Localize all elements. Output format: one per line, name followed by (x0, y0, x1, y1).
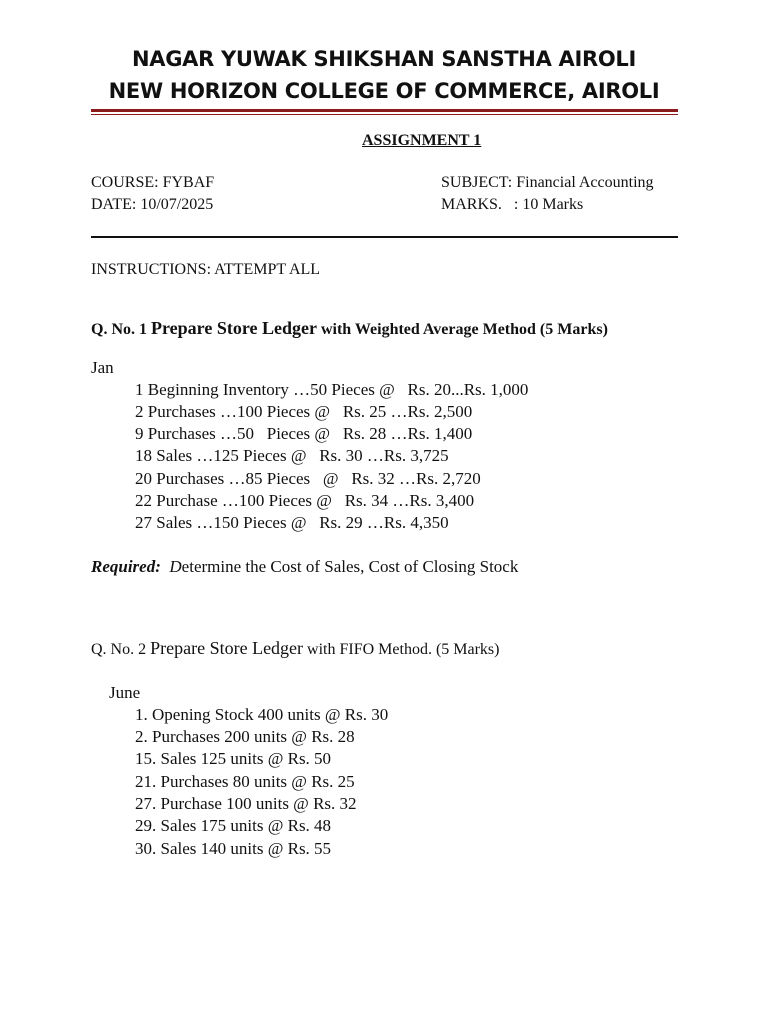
q2-item: 30. Sales 140 units @ Rs. 55 (135, 839, 332, 858)
required-label: Required: (91, 557, 161, 576)
q2-item: 27. Purchase 100 units @ Rs. 32 (135, 794, 357, 813)
q2-item: 1. Opening Stock 400 units @ Rs. 30 (135, 705, 389, 724)
course-label: COURSE: FYBAF (91, 174, 215, 191)
marks-label: MARKS. : 10 Marks (441, 196, 584, 213)
required-text: etermine the Cost of Sales, Cost of Closing Stock (181, 557, 519, 576)
meta-divider (91, 236, 678, 238)
q1-heading (91, 318, 608, 339)
q2-item: 29. Sales 175 units @ Rs. 48 (135, 816, 332, 835)
header-rule-thin (91, 114, 678, 115)
q2-item: 15. Sales 125 units @ Rs. 50 (135, 749, 332, 768)
q2-prefix: Q. No. 2 (91, 641, 151, 658)
q2-month: June (109, 683, 141, 702)
q1-item: 22 Purchase …100 Pieces @ Rs. 34 …Rs. 3,400 (135, 491, 475, 510)
q1-item: 18 Sales …125 Pieces @ Rs. 30 …Rs. 3,725 (135, 446, 449, 465)
college-name: NEW HORIZON COLLEGE OF COMMERCE, AIROLI (108, 79, 660, 103)
q2-item: 2. Purchases 200 units @ Rs. 28 (135, 727, 355, 746)
header-rule-thick (91, 109, 678, 112)
q1-required (91, 557, 518, 577)
q2-heading (91, 638, 499, 659)
required-initial: D (169, 557, 182, 576)
date-label: DATE: 10/07/2025 (91, 196, 214, 213)
instructions: INSTRUCTIONS: ATTEMPT ALL (91, 261, 321, 278)
q2-title-rest: with FIFO Method. (5 Marks) (303, 641, 500, 658)
q1-title-rest: with Weighted Average Method (5 Marks) (316, 321, 608, 338)
q1-item: 27 Sales …150 Pieces @ Rs. 29 …Rs. 4,350 (135, 513, 449, 532)
institution-name: NAGAR YUWAK SHIKSHAN SANSTHA AIROLI (131, 47, 637, 71)
q1-title-main: Prepare Store Ledger (151, 318, 317, 338)
q1-item: 9 Purchases …50 Pieces @ Rs. 28 …Rs. 1,400 (135, 424, 473, 443)
q1-item: 2 Purchases …100 Pieces @ Rs. 25 …Rs. 2,500 (135, 402, 473, 421)
q2-title-main: Prepare Store Ledger (150, 638, 304, 658)
subject-label: SUBJECT: Financial Accounting (441, 174, 654, 191)
q1-item: 1 Beginning Inventory …50 Pieces @ Rs. 20...Rs. 1,000 (135, 380, 529, 399)
q1-item: 20 Purchases …85 Pieces @ Rs. 32 …Rs. 2,720 (135, 469, 481, 488)
q1-month: Jan (91, 358, 114, 377)
q2-item: 21. Purchases 80 units @ Rs. 25 (135, 772, 355, 791)
q1-prefix: Q. No. 1 (91, 321, 151, 338)
assignment-title: ASSIGNMENT 1 (362, 132, 482, 149)
